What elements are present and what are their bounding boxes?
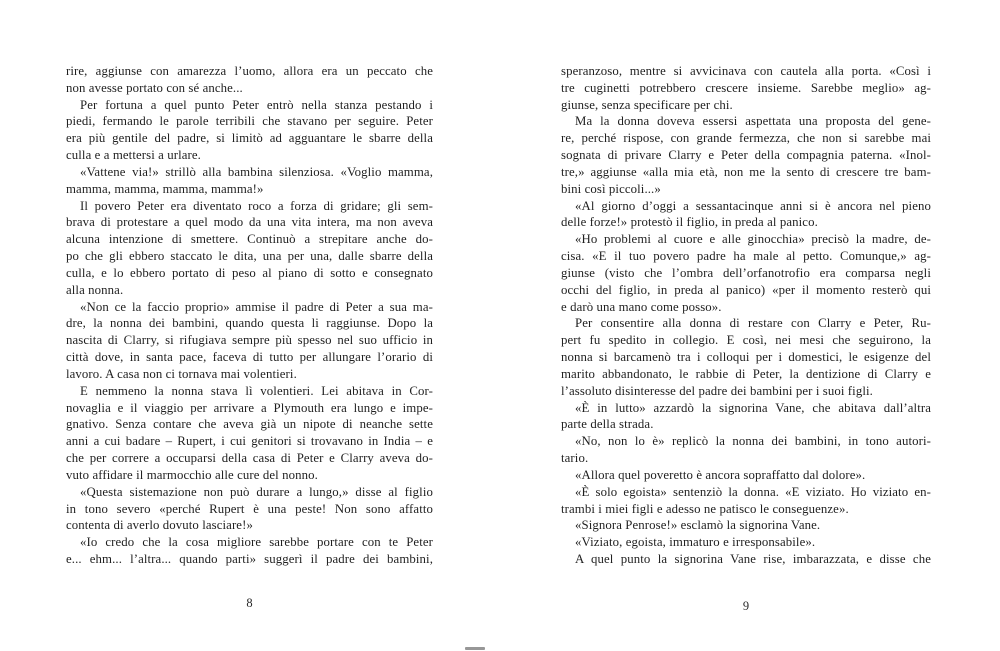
- text-line: giunse, senza specificare per chi.: [561, 97, 733, 112]
- text-line: gnativo. Senza contare che aveva già un nipote di neanche sette: [66, 417, 433, 432]
- page-number-left: 8: [246, 596, 253, 610]
- text-line: «Io credo che la cosa migliore sarebbe portare con te Peter: [80, 535, 433, 550]
- text-line: «È in lutto» azzardò la signorina Vane, che abitava dall’altra: [575, 400, 931, 415]
- text-line: anni a cui badare – Rupert, i cui genitori si trovavano in India – e: [66, 434, 433, 449]
- text-line: rire, aggiunse con amarezza l’uomo, allora era un peccato che: [66, 64, 433, 78]
- text-line: re, perché rispose, con grande fermezza, che non si sarebbe mai: [561, 131, 931, 146]
- text-line: marito abbandonato, le rabbie di Peter, la dentizione di Clarry e: [561, 366, 931, 381]
- text-line: Il povero Peter era diventato roco a forza di gridare; gli sem-: [80, 198, 433, 213]
- text-line: in tono severo «perché Rupert è una peste! Non sono affatto: [66, 501, 433, 516]
- text-line: Per fortuna a quel punto Peter entrò nella stanza pestando i: [80, 97, 433, 112]
- text-line: «Non ce la faccio proprio» ammise il padre di Peter a sua ma-: [80, 299, 433, 314]
- text-line: era più gentile del padre, si limitò ad agguantare le sbarre della: [66, 131, 433, 146]
- text-line: occhi del figlio, in preda al panico) «per il momento resterò qui: [561, 282, 931, 297]
- text-line: parte della strada.: [561, 417, 654, 432]
- text-line: novaglia e il viaggio per arrivare a Plymouth era lungo e impe-: [66, 400, 433, 415]
- text-line: città dove, in santa pace, faceva di tutto per allungare l’orario di: [66, 350, 433, 365]
- text-line: «Vattene via!» strillò alla bambina silenziosa. «Voglio mamma,: [80, 164, 433, 179]
- text-line: alla nonna.: [66, 282, 124, 297]
- text-line: culla, e lo ebbero portato di peso al piano di sotto e consegnato: [66, 265, 433, 280]
- text-line: dre, la nonna dei bambini, quando questa li raggiunse. Dopo la: [66, 316, 433, 331]
- text-line: piedi, fermando le parole terribili che stavano per seguire. Peter: [66, 114, 433, 129]
- text-line: tre cuginetti potrebbero crescere insieme. Sarebbe meglio» ag-: [561, 80, 931, 95]
- text-line: Ma la donna doveva essersi aspettata una proposta del gene-: [575, 114, 931, 129]
- text-line: e... ehm... l’altra... quando parti» suggerì il padre dei bambini,: [66, 552, 433, 567]
- text-line: alcuna intenzione di smettere. Continuò a strepitare anche do-: [66, 232, 433, 247]
- bottom-divider-bar: [465, 647, 485, 650]
- text-line: lavoro. A casa non ci tornava mai volentieri.: [66, 366, 297, 381]
- text-line: giunse (visto che l’ombra dell’orfanotrofio era comparsa negli: [561, 265, 931, 280]
- text-line: tre,» aggiunse «alla mia età, non me la sento di crescere tre bam-: [561, 164, 931, 179]
- text-line: e darò una mano come posso».: [561, 299, 722, 314]
- text-line: nonna si barcamenò tra i colloqui per i domestici, le esigenze del: [561, 350, 931, 365]
- text-line: brava di protestare a quel modo da una vita intera, ma non aveva: [66, 215, 433, 230]
- text-line: pert fu spedito in collegio. E così, nei mesi che seguirono, la: [561, 333, 931, 348]
- text-line: vuto affidare il marmocchio alle cure del nonno.: [66, 467, 318, 482]
- text-line: culla e a mettersi a urlare.: [66, 148, 201, 163]
- text-line: «No, non lo è» replicò la nonna dei bambini, in tono autori-: [575, 434, 931, 449]
- text-line: E nemmeno la nonna stava lì volentieri. Lei abitava in Cor-: [80, 383, 433, 398]
- text-line: che per correre a occuparsi della casa di Peter e Clarry aveva do-: [66, 451, 433, 466]
- text-line: sognata di privare Clarry e Peter della compagnia paterna. «Inol-: [561, 148, 931, 163]
- text-line: «Ho problemi al cuore e alle ginocchia» precisò la madre, de-: [575, 232, 931, 247]
- text-line: bini così piccoli...»: [561, 181, 661, 196]
- text-line: tario.: [561, 451, 589, 466]
- text-line: delle forze!» protestò il figlio, in preda al panico.: [561, 215, 818, 230]
- text-line: po che gli ebbero staccato le dita, una per una, dalle sbarre della: [66, 249, 433, 264]
- page-left-text: [66, 63, 433, 568]
- text-line: non avesse portato con sé anche...: [66, 80, 243, 95]
- text-line: «Questa sistemazione non può durare a lungo,» disse al figlio: [80, 484, 433, 499]
- text-line: nascita di Clarry, si rifugiava sempre più spesso nel suo ufficio in: [66, 333, 433, 348]
- text-line: cisa. «E il tuo povero padre ha male al petto. Comunque,» ag-: [561, 249, 931, 264]
- text-line: mamma, mamma, mamma, mamma!»: [66, 181, 264, 196]
- text-line: A quel punto la signorina Vane rise, imbarazzata, e disse che: [575, 552, 931, 567]
- page-right-text: [561, 63, 931, 568]
- text-line: «Al giorno d’oggi a sessantacinque anni si è ancora nel pieno: [575, 198, 931, 213]
- text-line: Per consentire alla donna di restare con Clarry e Peter, Ru-: [575, 316, 931, 331]
- text-line: «Signora Penrose!» esclamò la signorina Vane.: [575, 518, 821, 533]
- text-line: «È solo egoista» sentenziò la donna. «E viziato. Ho viziato en-: [575, 484, 931, 499]
- text-line: contenta di averlo dovuto lasciare!»: [66, 518, 253, 533]
- text-line: trambi i miei figli e adesso ne patisco le conseguenze».: [561, 501, 849, 516]
- text-line: «Allora quel poveretto è ancora sopraffatto dal dolore».: [575, 467, 866, 482]
- text-line: speranzoso, mentre si avvicinava con cautela alla porta. «Così i: [561, 64, 931, 78]
- page-number-right: 9: [742, 599, 750, 613]
- text-line: «Viziato, egoista, immaturo e irresponsabile».: [575, 535, 816, 550]
- text-line: l’assoluto disinteresse del padre dei bambini per i suoi figli.: [561, 383, 873, 398]
